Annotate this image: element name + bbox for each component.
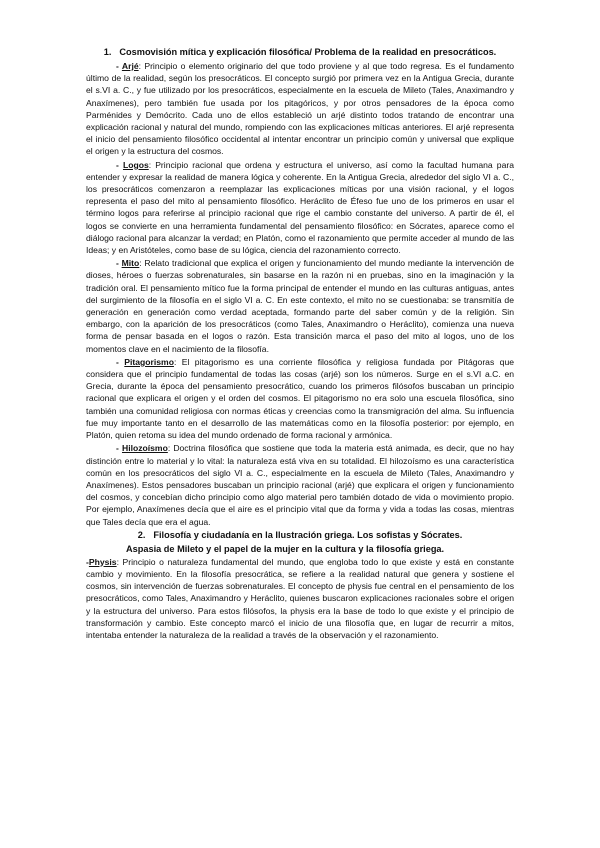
- term-arje: Arjé: [121, 61, 139, 71]
- term-pitagorismo: Pitagorismo: [124, 356, 174, 367]
- section-2-number: 2.: [137, 529, 146, 540]
- term-logos: Logos: [122, 159, 149, 170]
- section-2-title: Filosofía y ciudadanía en la Ilustración griega. Los sofistas y Sócrates.: [153, 529, 463, 540]
- term-hilozoismo: Hilozoísmo: [121, 443, 168, 454]
- entry-pitagorismo: - Pitagorismo: El pitagorismo es una corriente filosófica y religiosa fundada por Pitágoras que considera que el principio fundamental de todas las cosas (arjé) son los números. Surge en el s.VI a.C. en Grecia, durante la época del pensamiento presocrático, cuando los primeros filósofos buscaban un principio racional que explicara el origen y el orden del cosmos. El pitagorismo no era solo una escuela filosófica, sino también una comunidad religiosa con normas éticas y creencias como la transmigración del alma. Su influencia fue muy importante tanto en el desarrollo de las matemáticas como en la filosofía posterior: por ejemplo, en Platón, quien retoma su idea del mundo ordenado de forma racional y armónica.: [86, 356, 514, 441]
- entry-arje: - Arjé: Principio o elemento originario del que todo proviene y al que todo regresa. Es el fundamento último de la realidad, según los presocráticos. El concepto surgió por primera vez en la Antigua Grecia, durante el s.VI a. C., y fue utilizado por los presocráticos, especialmente en la escuela de Mileto (Tales, Anaximandro y Anaxímenes), pero también fue usada por los pitagóricos, y por otros pensadores de la época como Parménides y Demócrito. Cada uno de ellos estableció un arjé distinto todos tratando de encontrar una explicación racional y natural del mundo, rompiendo con las explicaciones míticas anteriores. El arjé representa el inicio del pensamiento filosófico occidental al intentar encontrar un principio común y universal que explique el origen y la estructura del cosmos.: [86, 61, 514, 157]
- section-2-subtitle: Aspasia de Mileto y el papel de la mujer en la cultura y la filosofía griega.: [126, 543, 445, 554]
- definition-physis: : Principio o naturaleza fundamental del mundo, que engloba todo lo que existe y está en constante cambio y movimiento. En la filosofía presocrática, se refiere a la realidad natural que genera y sostiene el cosmos, sin intervención de fuerzas sobrenaturales. El concepto de physis fue central en el pensamiento de los presocráticos, como Tales, Anaximandro y Heráclito, quienes buscaron explicaciones racionales sobre el origen y la estructura del universo. Para estos filósofos, la physis era la base de todo lo que existe y el principio de transformación y cambio. Este concepto marcó el inicio de una filosofía que, en lugar de recurrir a mitos, intentaba entender la naturaleza de la realidad a través de la observación y el razonamiento.: [86, 556, 514, 640]
- entry-mito: - Mito: Relato tradicional que explica el origen y funcionamiento del mundo mediante la intervención de dioses, héroes o fuerzas sobrenaturales, sin basarse en la razón ni en pruebas, sino en la imaginación y la tradición oral. El pensamiento mítico fue la forma principal de entender el mundo en las culturas antiguas, antes del surgimiento de la filosofía en el siglo VI a. C. En este contexto, el mito no se cuestionaba: se transmitía de generación en generación como verdad aceptada, formando parte del saber común y de la religión. Sin embargo, con la aparición de los presocráticos (como Tales, Anaximandro o Heráclito), comienza una nueva forma de pensar basada en el logos o razón. Esta transición marca el paso del mito al logos, uno de los momentos clave en el nacimiento de la filosofía.: [86, 258, 514, 354]
- section-1-number: 1.: [103, 47, 112, 57]
- definition-hilozoismo: : Doctrina filosófica que sostiene que toda la materia está animada, es decir, que no hay distinción entre lo material y lo vital: la naturaleza está viva en su totalidad. El hilozoísmo es una característica común en los presocráticos del siglo VI a. C., especialmente en la escuela de Mileto (Tales, Anaximandro y Anaxímenes). Estos pensadores buscaban un principio racional (arjé) que explicara el origen y funcionamiento del cosmos, y concebían dicho principio como algo material pero también dotado de vida o movimiento propio. Por ejemplo, Anaxímenes decía que el aire es el principio vital que da forma y vida a todas las cosas, mientras que Tales decía que era el agua.: [86, 443, 515, 527]
- entry-physis: -Physis: Principio o naturaleza fundamental del mundo, que engloba todo lo que existe y está en constante cambio y movimiento. En la filosofía presocrática, se refiere a la realidad natural que genera y sostiene el cosmos, sin intervención de fuerzas sobrenaturales. El concepto de physis fue central en el pensamiento de los presocráticos, como Tales, Anaximandro y Heráclito, quienes buscaron explicaciones racionales sobre el origen y la estructura del universo. Para estos filósofos, la physis era la base de todo lo que existe y el principio de transformación y cambio. Este concepto marcó el inicio de una filosofía que, en lugar de recurrir a mitos, intentaba entender la naturaleza de la realidad a través de la observación y el razonamiento.: [86, 556, 514, 640]
- entry-logos: - Logos: Principio racional que ordena y estructura el universo, así como la facultad humana para entender y expresar la realidad de manera lógica y coherente. En la Antigua Grecia, alrededor del siglo VI a. C., los presocráticos comenzaron a reemplazar las explicaciones míticas por una visión racional, y el logos representa el paso del mito al pensamiento filosófico. Heráclito de Éfeso fue uno de los primeros en usar el término logos para referirse al principio racional que rige el cambio constante del universo. A partir de él, el logos se convierte en una herramienta fundamental del pensamiento filosófico: en Sócrates, aparece como el diálogo racional para alcanzar la verdad; en Platón, como el razonamiento que permite acceder al mundo de las Ideas; y en Aristóteles, como base de su lógica, ciencia del razonamiento correcto.: [86, 159, 514, 256]
- term-physis: Physis: [88, 556, 117, 567]
- section-1-title: Cosmovisión mítica y explicación filosófica/ Problema de la realidad en presocráticos.: [119, 47, 497, 57]
- term-mito: Mito: [121, 258, 140, 269]
- section-1-heading: [86, 46, 514, 58]
- entry-hilozoismo: - Hilozoísmo: Doctrina filosófica que sostiene que toda la materia está animada, es decir, que no hay distinción entre lo material y lo vital: la naturaleza está viva en su totalidad. El hilozoísmo es una característica común en los presocráticos del siglo VI a. C., especialmente en la escuela de Mileto (Tales, Anaximandro y Anaxímenes). Estos pensadores buscaban un principio racional (arjé) que explicara el origen y funcionamiento del cosmos, y concebían dicho principio como algo material pero también dotado de vida o movimiento propio. Por ejemplo, Anaxímenes decía que el aire es el principio vital que da forma y vida a todas las cosas, mientras que Tales decía que era el agua.: [86, 443, 515, 527]
- definition-arje: : Principio o elemento originario del que todo proviene y al que todo regresa. Es el fundamento último de la realidad, según los presocráticos. El concepto surgió por primera vez en la Antigua Grecia, durante el s.VI a. C., y fue utilizado por los presocráticos, especialmente en la escuela de Mileto (Tales, Anaximandro y Anaxímenes), pero también fue usada por los pitagóricos, y por otros pensadores de la época como Parménides y Demócrito. Cada uno de ellos estableció un arjé distinto todos tratando de encontrar una explicación racional y natural del mundo, rompiendo con las explicaciones míticas anteriores. El arjé representa el inicio del pensamiento filosófico occidental al intentar encontrar un principio común y universal que explique el origen y la estructura del cosmos.: [86, 61, 514, 157]
- definition-pitagorismo: : El pitagorismo es una corriente filosófica y religiosa fundada por Pitágoras que considera que el principio fundamental de todas las cosas (arjé) son los números. Surge en el s.VI a.C. en Grecia, durante la época del pensamiento presocrático, cuando los primeros filósofos buscaban un principio racional que explicara el origen y el orden del cosmos. El pitagorismo no era solo una escuela filosófica, sino también una comunidad religiosa con normas éticas y creencias como la transmigración del alma. Su influencia fue muy importante tanto en el desarrollo de las matemáticas como en la filosofía posterior: por ejemplo, en Platón, quien retoma su idea del mundo ordenado de forma racional y armónica.: [86, 356, 514, 441]
- definition-mito: : Relato tradicional que explica el origen y funcionamiento del mundo mediante la intervención de dioses, héroes o fuerzas sobrenaturales, sin basarse en la razón ni en pruebas, sino en la imaginación y la tradición oral. El pensamiento mítico fue la forma principal de entender el mundo en las culturas antiguas, antes del surgimiento de la filosofía en el siglo VI a. C. En este contexto, el mito no se cuestionaba: se transmitía de generación en generación como verdad aceptada, formando parte del saber común y de la religión. Sin embargo, con la aparición de los presocráticos (como Tales, Anaximandro o Heráclito), comienza una nueva forma de pensar basada en el logos o razón. Esta transición marca el paso del mito al logos, uno de los momentos clave en el nacimiento de la filosofía.: [86, 258, 514, 354]
- definition-logos: : Principio racional que ordena y estructura el universo, así como la facultad humana para entender y expresar la realidad de manera lógica y coherente. En la Antigua Grecia, alrededor del siglo VI a. C., los presocráticos comenzaron a reemplazar las explicaciones míticas por una visión racional, y el logos representa el paso del mito al pensamiento filosófico. Heráclito de Éfeso fue uno de los primeros en usar el término logos para referirse al principio racional que rige el cambio constante del universo. A partir de él, el logos se convierte en una herramienta fundamental del pensamiento filosófico: en Sócrates, aparece como el diálogo racional para alcanzar la verdad; en Platón, como el razonamiento que permite acceder al mundo de las Ideas; y en Aristóteles, como base de su lógica, ciencia del razonamiento correcto.: [86, 159, 514, 256]
- section-2-heading: [86, 529, 514, 541]
